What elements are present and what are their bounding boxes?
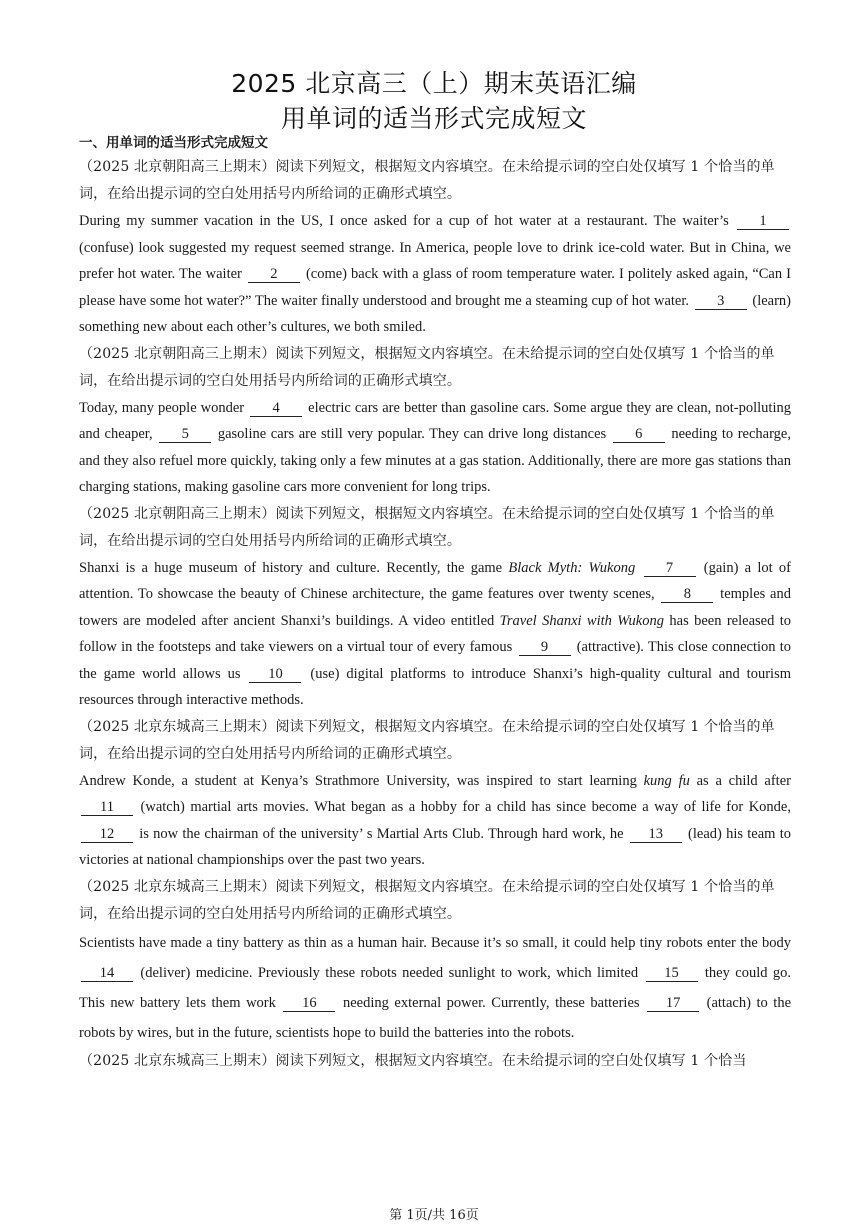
blank-3: 3 <box>695 293 747 310</box>
blank-1: 1 <box>737 213 789 230</box>
blank-6: 6 <box>613 426 665 443</box>
passage-text: (use) digital platforms to introduce Shanxi’s high-quality cultural and tourism resources through interactive methods. <box>79 665 791 708</box>
passage-text: During my summer vacation in the US, I once asked for a cup of hot water at a restaurant. The waiter’s <box>79 213 735 229</box>
blank-8: 8 <box>661 586 713 603</box>
blank-16: 16 <box>283 995 335 1012</box>
passage-1 <box>79 208 791 341</box>
passage-text: (lead) his team to victories at national championships over the past two years. <box>79 825 791 868</box>
blank-2: 2 <box>248 266 300 283</box>
passage-text: (deliver) medicine. Previously these robots needed sunlight to work, which limited <box>135 964 644 981</box>
passage-4 <box>79 768 791 874</box>
passage-text: has been released to follow in the footsteps and take viewers on a virtual tour of every famous <box>79 612 791 655</box>
passage-text: Scientists have made a tiny battery as thin as a human hair. Because it’s so small, it could help tiny robots enter the body <box>79 934 791 951</box>
blank-10: 10 <box>249 666 301 683</box>
passage-text: (watch) martial arts movies. What began as a hobby for a child has since become a way of life for Konde, <box>135 799 791 815</box>
kung-fu-term: kung fu <box>643 772 690 789</box>
game-title: Black Myth: Wukong <box>508 559 636 576</box>
instruction-3: （2025 北京朝阳高三上期末）阅读下列短文，根据短文内容填空。在未给提示词的空白处仅填写 1 个恰当的单词，在给出提示词的空白处用括号内所给词的正确形式填空。 <box>79 505 775 549</box>
blank-14: 14 <box>81 965 133 982</box>
title-line-2: 用单词的适当形式完成短文 <box>280 104 587 133</box>
passage-text: needing external power. Currently, these batteries <box>337 994 646 1011</box>
section-heading: 一、用单词的适当形式完成短文 <box>79 135 268 151</box>
passage-text: as a child after <box>689 772 791 789</box>
passage-text: they could go. This new battery lets them work <box>79 964 791 1011</box>
blank-13: 13 <box>630 826 682 843</box>
passage-text: (attractive). This close connection to the game world allows us <box>79 639 791 682</box>
blank-4: 4 <box>250 400 302 417</box>
passage-2 <box>79 395 791 501</box>
passage-5 <box>79 928 791 1048</box>
passage-text: Shanxi is a huge museum of history and culture. Recently, the game <box>79 559 509 576</box>
blank-15: 15 <box>646 965 698 982</box>
passage-text: (attach) to the robots by wires, but in the future, scientists hope to build the batteries into the robots. <box>79 994 792 1041</box>
blank-17: 17 <box>647 995 699 1012</box>
passage-text: electric cars are better than gasoline cars. Some argue they are clean, not-polluting and cheaper, <box>79 399 791 442</box>
title-line-1: 2025 北京高三（上）期末英语汇编 <box>231 69 637 98</box>
passage-3 <box>79 555 791 714</box>
passage-text: (gain) a lot of attention. To showcase the beauty of Chinese architecture, the game features over twenty scenes, <box>79 559 792 602</box>
passage-text: (confuse) look suggested my request seemed strange. In America, people love to drink ice-cold water. But in China, we prefer hot water. The waiter <box>79 239 791 282</box>
passage-text: gasoline cars are still very popular. They can drive long distances <box>213 426 611 442</box>
passage-text: is now the chairman of the university’ s Martial Arts Club. Through hard work, he <box>135 825 628 842</box>
blank-9: 9 <box>519 639 571 656</box>
document-title <box>0 66 868 136</box>
document-body <box>79 133 791 1075</box>
instruction-1: （2025 北京朝阳高三上期末）阅读下列短文，根据短文内容填空。在未给提示词的空白处仅填写 1 个恰当的单词，在给出提示词的空白处用括号内所给词的正确形式填空。 <box>79 159 775 202</box>
instruction-4: （2025 北京东城高三上期末）阅读下列短文，根据短文内容填空。在未给提示词的空白处仅填写 1 个恰当的单词，在给出提示词的空白处用括号内所给词的正确形式填空。 <box>79 718 775 762</box>
passage-text: needing to recharge, and they also refuel more quickly, taking only a few minutes at a gas station. Additionally, there are more gas stations than charging stations, making gasoline cars more convenient for long trips. <box>79 426 791 495</box>
page-number: 第 1页/共 16页 <box>389 1208 479 1223</box>
passage-text: (come) back with a glass of room temperature water. I politely asked again, “Can I please have some hot water?” The waiter finally understood and brought me a steaming cup of hot water. <box>79 266 791 309</box>
blank-11: 11 <box>81 799 133 816</box>
instruction-5: （2025 北京东城高三上期末）阅读下列短文，根据短文内容填空。在未给提示词的空白处仅填写 1 个恰当的单词，在给出提示词的空白处用括号内所给词的正确形式填空。 <box>79 878 775 922</box>
passage-text: (learn) something new about each other’s cultures, we both smiled. <box>79 292 792 335</box>
passage-text: Today, many people wonder <box>79 399 249 416</box>
instruction-2: （2025 北京朝阳高三上期末）阅读下列短文，根据短文内容填空。在未给提示词的空白处仅填写 1 个恰当的单词，在给出提示词的空白处用括号内所给词的正确形式填空。 <box>79 345 775 389</box>
blank-5: 5 <box>159 426 211 443</box>
video-title: Travel Shanxi with Wukong <box>499 612 664 629</box>
passage-text: Andrew Konde, a student at Kenya’s Strathmore University, was inspired to start learning <box>79 772 644 789</box>
instruction-6: （2025 北京东城高三上期末）阅读下列短文，根据短文内容填空。在未给提示词的空白处仅填写 1 个恰当 <box>79 1052 747 1069</box>
blank-7: 7 <box>644 560 696 577</box>
blank-12: 12 <box>81 826 133 843</box>
passage-text: temples and towers are modeled after ancient Shanxi’s buildings. A video entitled <box>79 586 791 629</box>
